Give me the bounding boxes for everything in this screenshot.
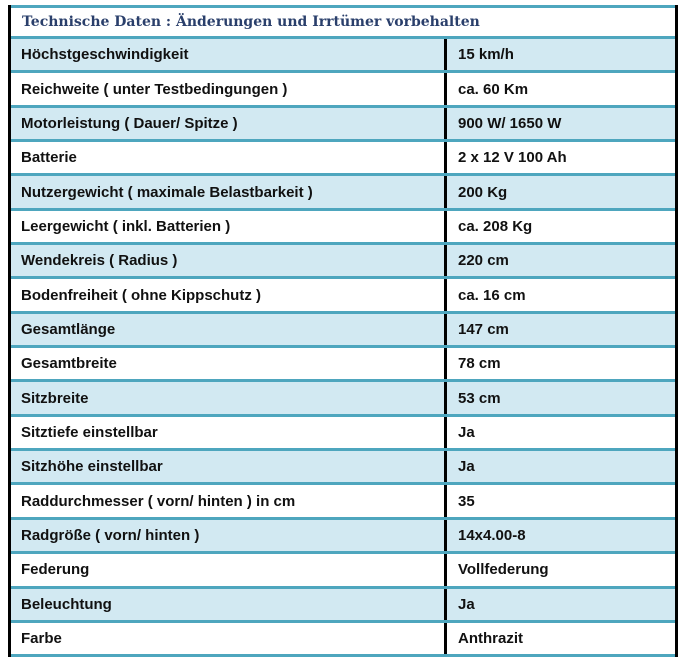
row-value: Ja [458,423,475,441]
table-row [11,108,675,142]
table-row [11,348,675,382]
row-value: 35 [458,492,475,510]
table-row [11,417,675,451]
table-row [11,314,675,348]
row-label: Beleuchtung [11,589,447,620]
row-label: Radgröße ( vorn/ hinten ) [11,520,447,551]
table-row [11,211,675,245]
row-value: 14x4.00-8 [458,526,526,544]
row-value: 200 Kg [458,183,508,201]
row-label: Batterie [11,142,447,173]
row-value: Ja [458,595,475,613]
row-value: Ja [458,458,475,476]
row-value: 53 cm [458,389,501,407]
table-row [11,73,675,107]
row-label: Motorleistung ( Dauer/ Spitze ) [11,108,447,139]
row-value: ca. 208 Kg [458,217,533,235]
row-label: Gesamtlänge [11,314,447,345]
row-label: Federung [11,554,447,585]
row-value: 78 cm [458,355,501,373]
row-label: Reichweite ( unter Testbedingungen ) [11,73,447,104]
row-label: Bodenfreiheit ( ohne Kippschutz ) [11,279,447,310]
table-row [11,39,675,73]
row-label: Sitzhöhe einstellbar [11,451,447,482]
spec-table [8,5,678,657]
table-row [11,485,675,519]
row-label: Leergewicht ( inkl. Batterien ) [11,211,447,242]
row-label: Farbe [11,623,447,654]
row-label: Nutzergewicht ( maximale Belastbarkeit ) [11,176,447,207]
table-row [11,589,675,623]
table-row [11,554,675,588]
row-label: Gesamtbreite [11,348,447,379]
table-row [11,279,675,313]
row-label: Höchstgeschwindigkeit [11,39,447,70]
row-value: 147 cm [458,320,509,338]
row-label: Sitztiefe einstellbar [11,417,447,448]
table-row [11,451,675,485]
row-label: Wendekreis ( Radius ) [11,245,447,276]
row-value: Vollfederung [458,561,549,579]
row-value: 220 cm [458,252,509,270]
row-value: ca. 16 cm [458,286,526,304]
table-title: Technische Daten : Änderungen und Irrtümer vorbehalten [11,5,675,39]
table-row [11,520,675,554]
row-value: 900 W/ 1650 W [458,114,562,132]
row-value: Anthrazit [458,630,523,648]
table-row [11,623,675,657]
table-row [11,382,675,416]
row-value: 15 km/h [458,46,514,64]
row-value: 2 x 12 V 100 Ah [458,149,567,167]
table-row [11,245,675,279]
table-row [11,176,675,210]
table-row [11,142,675,176]
row-value: ca. 60 Km [458,80,529,98]
row-label: Raddurchmesser ( vorn/ hinten ) in cm [11,485,447,516]
row-label: Sitzbreite [11,382,447,413]
